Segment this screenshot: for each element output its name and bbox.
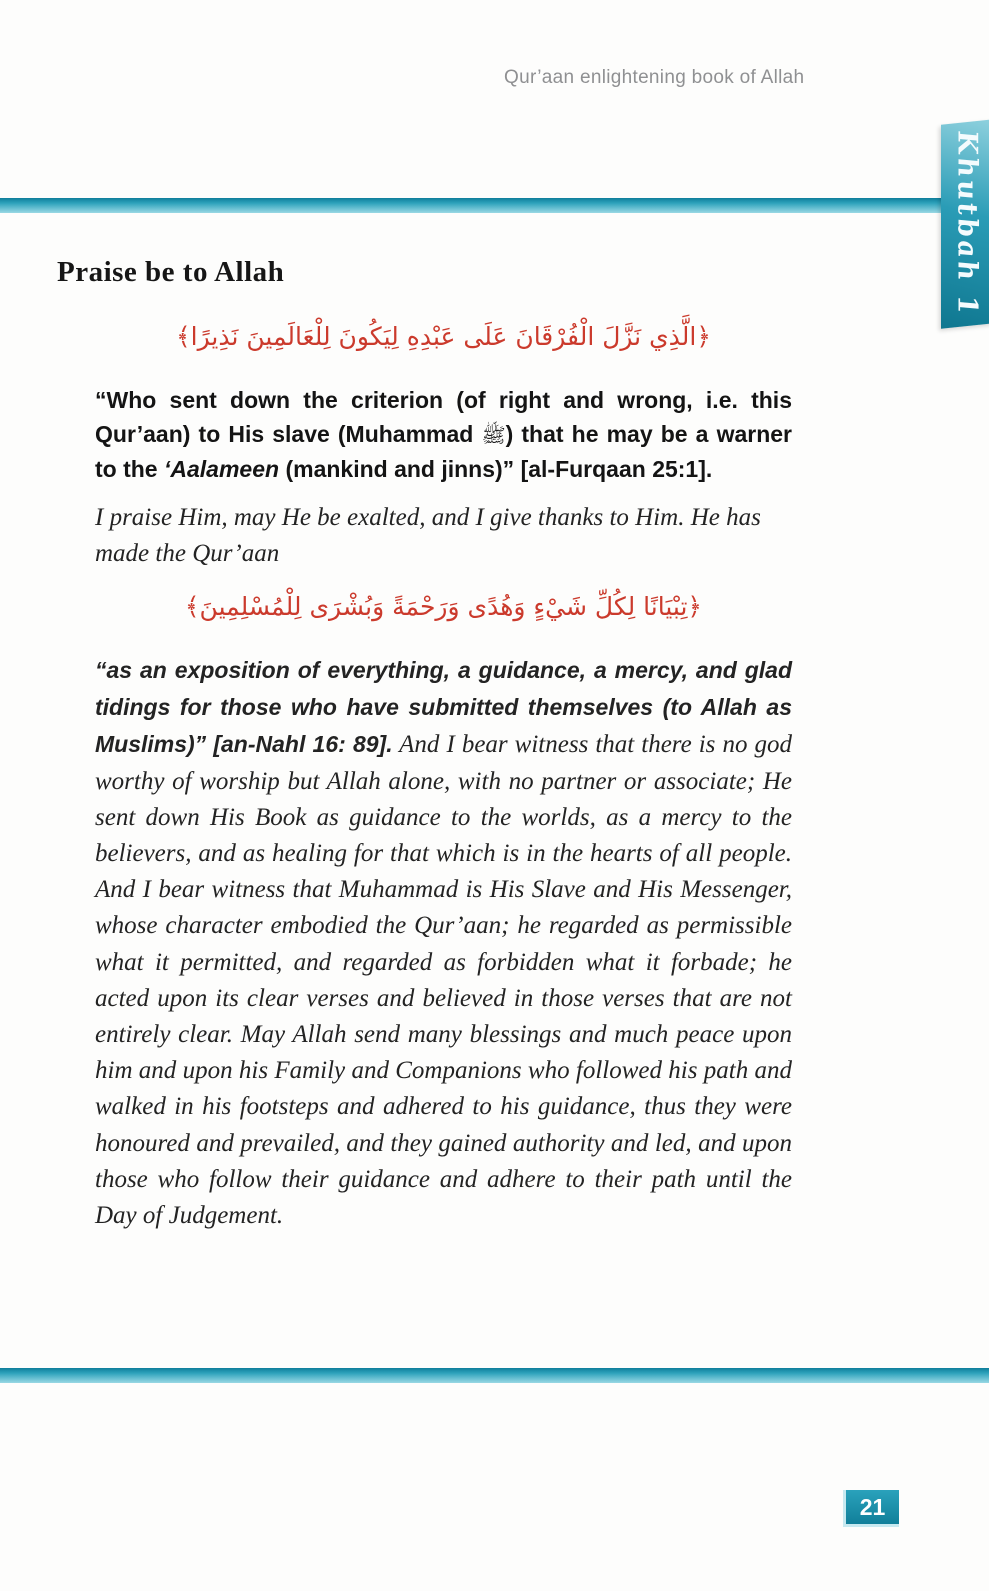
translation-text-start: “Who sent down the criterion (of right and wrong, i.e. this Qur’aan) to His slave (Muhammad bbox=[95, 387, 792, 447]
chapter-side-tab-label: Khutbah 1 bbox=[951, 129, 983, 319]
arabic-verse-2: ﴿تِبْيَانًا لِكُلِّ شَيْءٍ وَهُدًى وَرَحْمَةً وَبُشْرَى لِلْمُسْلِمِينَ﴾ bbox=[184, 592, 703, 621]
translation-citation: (mankind and jinns)” [al-Furqaan 25:1]. bbox=[279, 456, 713, 482]
khutbah-body-text: And I bear witness that there is no god worthy of worship but Allah alone, with no partner or associate; He sent down His Book as guidance to the worlds, as a mercy to the believers, and as healing for that which is in the hearts of all people. And I bear witness that Muhammad is His Slave and His Messenger, whose character embodied the Qur’aan; he regarded as permissible what it permitted, and regarded as forbidden what it forbade; he acted upon its clear verses and believed in those verses that are not entirely clear. May Allah send many blessings and much peace upon him and upon his Family and Companions who followed his path and walked in his footsteps and adhered to his guidance, thus they were honoured and prevailed, and they gained authority and led, and upon those who follow their guidance and adhere to their path until the Day of Judgement. bbox=[95, 731, 792, 1230]
translation-term-italic: ‘Aalameen bbox=[164, 456, 280, 482]
running-header: Qur’aan enlightening book of Allah bbox=[504, 67, 805, 88]
saw-calligraphy-mark: ﷺ bbox=[481, 423, 506, 447]
page-number-badge bbox=[843, 1490, 899, 1527]
divider-band-top bbox=[0, 198, 989, 213]
verse-2-translation: “as an exposition of everything, a guidance, a mercy, and glad tidings for those who have submitted themselves (to Allah as Muslims)” [an-Nahl 16: 89]. bbox=[95, 657, 792, 758]
verse-1-translation bbox=[95, 383, 792, 486]
divider-band-bottom bbox=[0, 1368, 989, 1383]
section-heading: Praise be to Allah bbox=[57, 256, 285, 288]
chapter-side-tab bbox=[941, 119, 989, 328]
arabic-verse-1: ﴿الَّذِي نَزَّلَ الْفُرْقَانَ عَلَى عَبْدِهِ لِيَكُونَ لِلْعَالَمِينَ نَذِيرًا﴾ bbox=[176, 322, 711, 351]
khutbah-paragraph-intro: I praise Him, may He be exalted, and I give thanks to Him. He has made the Qur’aan bbox=[95, 504, 761, 567]
khutbah-paragraph-main bbox=[95, 652, 792, 1234]
translation-text-middle: ) that he may be a warner to the bbox=[95, 421, 792, 482]
page-number: 21 bbox=[859, 1493, 886, 1520]
